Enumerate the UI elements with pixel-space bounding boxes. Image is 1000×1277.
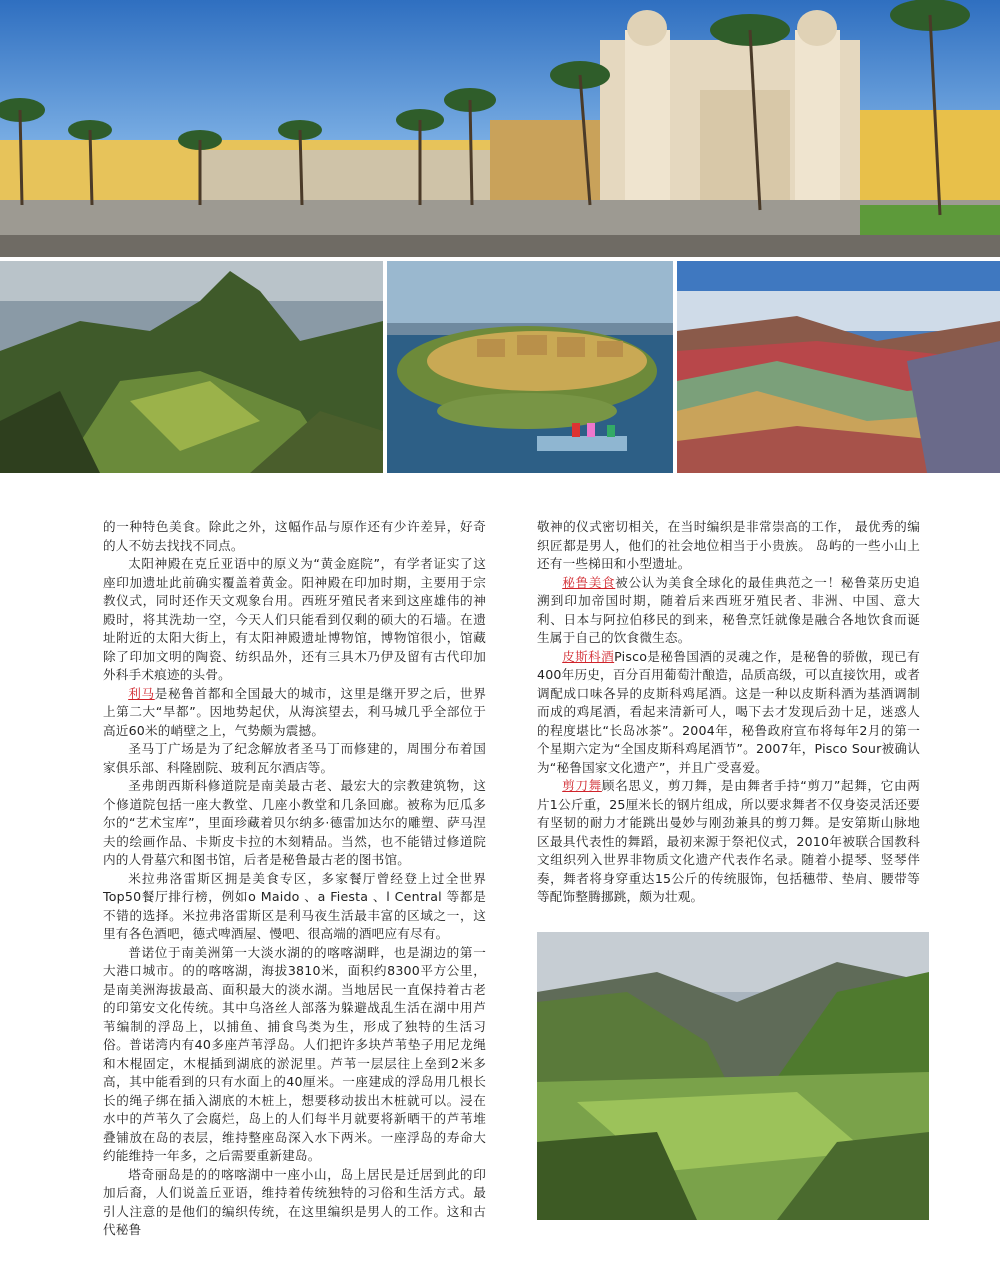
paragraph-body: 被公认为美食全球化的最佳典范之一！秘鲁菜历史追溯到印加帝国时期，随着后来西班牙殖民者、非洲、中国、意大利、日本与阿拉伯移民的到来，秘鲁烹饪就像是融合各地饮食而诞生属于自己的饮食微生态。: [537, 574, 920, 645]
paragraph-body: 是秘鲁首都和全国最大的城市，这里是继开罗之后，世界上第二大“旱都”。因地势起伏，从海滨望去，利马城几乎全部位于高近60米的峭壁之上，气势颇为震撼。: [103, 685, 487, 738]
sacred-valley-photo: [537, 932, 929, 1220]
paragraph: 圣弗朗西斯科修道院是南美最古老、最宏大的宗教建筑物，这个修道院包括一座大教堂、几座小教堂和几条回廊。被称为厄瓜多尔的“艺术宝库”，里面珍藏着贝尔纳多·德雷加达尔的雕塑、萨马涅夫的绘画作品、卡斯皮卡拉的木刻精品。当然，也不能错过修道院内的人骨墓穴和图书馆，后者是秘鲁最古老的图书馆。: [103, 778, 486, 867]
paragraph-body: 顾名思义，剪刀舞，是由舞者手持“剪刀”起舞，它由两片1公斤重，25厘米长的钢片组成，所以要求舞者不仅身姿灵活还要有坚韧的耐力才能跳出曼妙与刚劲兼具的剪刀舞。是安第斯山脉地区最具代表性的舞蹈，最初来源于祭祀仪式，2010年被联合国教科文组织列入世界非物质文化遗产代表作名录。随着小提琴、竖琴伴奏，舞者将身穿重达15公斤的传统服饰，包括穗带、垫肩、腰带等等配饰整腾挪跳，颇为壮观。: [537, 778, 920, 904]
paragraph-body: Pisco是秘鲁国酒的灵魂之作，是秘鲁的骄傲，现已有400年历史，百分百用葡萄汁酿造，品质高级，可以直接饮用，或者调配成口味各异的皮斯科鸡尾酒。这是一种以皮斯科酒为基酒调制而成的鸡尾酒，看起来清新可人，喝下去才发现后劲十足，迷惑人的程度堪比“长岛冰茶”。2004年，秘鲁政府宣布将每年2月的第一个星期六定为“全国皮斯科鸡尾酒节”。2007年，Pisco Sour被确认为“秘鲁国家文化遗产”，并且广受喜爱。: [537, 648, 920, 775]
left-text-column: [103, 518, 486, 1240]
paragraph: 敬神的仪式密切相关，在当时编织是非常崇高的工作， 最优秀的编织匠都是男人，他们的社会地位相当于小贵族。 岛屿的一些小山上还有一些梯田和小型遗址。: [537, 519, 920, 571]
lima-plaza-photo: [0, 0, 1000, 257]
paragraph: 塔奇丽岛是的的喀喀湖中一座小山，岛上居民是迁居到此的印加后裔，人们说盖丘亚语，维持着传统独特的习俗和生活方式。最引人注意的是他们的编织传统，在这里编织是男人的工作。这和古代秘鲁: [103, 1166, 486, 1237]
topic-highlight: 利马: [128, 685, 155, 701]
paragraph: 的一种特色美食。除此之外，这幅作品与原作还有少许差异，好奇的人不妨去找找不同点。: [103, 519, 486, 553]
paragraph: 太阳神殿在克丘亚语中的原义为“黄金庭院”，有学者证实了这座印加遗址此前确实覆盖着黄金。阳神殿在印加时期，主要用于宗教仪式，同时还作天文观象台用。西班牙殖民者来到这座雄伟的神殿时，将其洗劫一空，今天人们只能看到仅剩的硕大的石墙。在遗址附近的太阳大街上，有太阳神殿遗址博物馆，博物馆很小，馆藏除了印加文明的陶瓷、纺织品外，还有三具木乃伊及留有古代印加外科手术痕迹的头骨。: [103, 556, 486, 682]
paragraph: 圣马丁广场是为了纪念解放者圣马丁而修建的，周围分布着国家俱乐部、科隆剧院、玻利瓦尔酒店等。: [103, 741, 486, 775]
topic-highlight: 剪刀舞: [562, 778, 602, 793]
uros-islands-photo: [387, 261, 673, 473]
topic-highlight: 秘鲁美食: [562, 574, 616, 590]
topic-highlight: 皮斯科酒: [562, 648, 615, 664]
paragraph: [537, 574, 920, 648]
paragraph: [103, 685, 486, 741]
rainbow-mountain-photo: [677, 261, 1000, 473]
right-text-column: [537, 518, 920, 907]
paragraph: [537, 777, 920, 907]
paragraph: [537, 648, 920, 778]
machu-picchu-photo: [0, 261, 383, 473]
paragraph: 普诺位于南美洲第一大淡水湖的的喀喀湖畔，也是湖边的第一大港口城市。的的喀喀湖，海拔3810米，面积约8300平方公里，是南美洲海拔最高、面积最大的淡水湖。当地居民一直保持着古老的印第安文化传统。其中乌洛丝人部落为躲避战乱生活在湖中用芦苇编制的浮岛上，以捕鱼、捕食鸟类为生，形成了独特的生活习俗。普诺湾内有40多座芦苇浮岛。人们把许多块芦苇垫子用尼龙绳和木棍固定，木棍插到湖底的淤泥里。芦苇一层层往上垒到2米多高，其中能看到的只有水面上的40厘米。一座建成的浮岛用几根长长的绳子绑在插入湖底的木桩上，想要移动拔出木桩就可以。浸在水中的芦苇久了会腐烂，岛上的人们每半月就要将新晒干的芦苇堆叠铺放在岛的表层，维持整座岛深入水下两米。一座浮岛的寿命大约能维持一年多，之后需要重新建岛。: [103, 944, 486, 1163]
paragraph: 米拉弗洛雷斯区拥是美食专区，多家餐厅曾经登上过全世界Top50餐厅排行榜，例如o Maido 、a Fiesta 、l Central 等都是不错的选择。米拉弗洛雷斯区是利马夜生活最丰富的区域之一，这里有各色酒吧，德式啤酒屋、慢吧、很高端的酒吧应有尽有。: [103, 870, 486, 941]
